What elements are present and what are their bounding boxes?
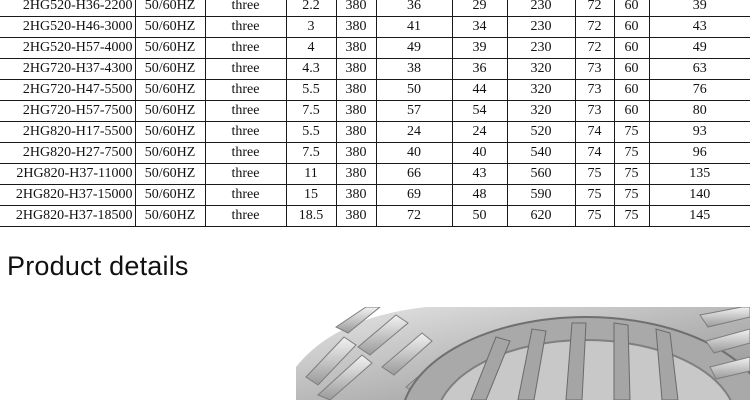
table-cell: 320 [507, 101, 575, 122]
table-row [0, 59, 750, 80]
table-cell: 73 [575, 101, 614, 122]
table-cell: 75 [614, 206, 649, 227]
table-cell: 145 [649, 206, 750, 227]
table-cell: 72 [575, 0, 614, 17]
table-cell: three [205, 0, 286, 17]
table-cell: 73 [575, 59, 614, 80]
table-cell: three [205, 206, 286, 227]
table-cell: 66 [376, 164, 452, 185]
table-cell: 49 [376, 38, 452, 59]
table-cell: 2HG520-H46-3000 [0, 17, 135, 38]
table-cell: 380 [336, 59, 376, 80]
table-cell: 72 [376, 206, 452, 227]
table-cell: 75 [575, 164, 614, 185]
table-cell: 2HG820-H17-5500 [0, 122, 135, 143]
table-cell: 60 [614, 59, 649, 80]
table-cell: three [205, 122, 286, 143]
table-cell: 50/60HZ [135, 185, 205, 206]
table-cell: 69 [376, 185, 452, 206]
table-cell: 50/60HZ [135, 17, 205, 38]
table-cell: 520 [507, 122, 575, 143]
table-cell: 380 [336, 38, 376, 59]
table-cell: 590 [507, 185, 575, 206]
table-cell: 380 [336, 185, 376, 206]
product-photo [296, 307, 750, 400]
table-cell: 320 [507, 80, 575, 101]
table-cell: 43 [649, 17, 750, 38]
table-cell: 93 [649, 122, 750, 143]
table-cell: 15 [286, 185, 336, 206]
table-row [0, 17, 750, 38]
table-cell: 7.5 [286, 101, 336, 122]
table-cell: 24 [452, 122, 507, 143]
table-cell: 2HG520-H36-2200 [0, 0, 135, 17]
table-cell: 320 [507, 59, 575, 80]
table-cell: 4 [286, 38, 336, 59]
table-cell: 36 [376, 0, 452, 17]
table-cell: 11 [286, 164, 336, 185]
table-cell: 380 [336, 17, 376, 38]
table-cell: 50/60HZ [135, 122, 205, 143]
table-row [0, 143, 750, 164]
table-cell: 4.3 [286, 59, 336, 80]
table-cell: 24 [376, 122, 452, 143]
table-cell: three [205, 143, 286, 164]
table-cell: 2.2 [286, 0, 336, 17]
table-cell: 75 [614, 122, 649, 143]
table-cell: 2HG720-H47-5500 [0, 80, 135, 101]
table-cell: 72 [575, 38, 614, 59]
table-cell: 380 [336, 206, 376, 227]
table-cell: 43 [452, 164, 507, 185]
table-cell: 5.5 [286, 122, 336, 143]
table-cell: three [205, 17, 286, 38]
table-cell: 76 [649, 80, 750, 101]
table-cell: 80 [649, 101, 750, 122]
table-cell: 380 [336, 164, 376, 185]
table-cell: 2HG520-H57-4000 [0, 38, 135, 59]
table-cell: 41 [376, 17, 452, 38]
table-cell: 74 [575, 143, 614, 164]
table-cell: 50/60HZ [135, 101, 205, 122]
table-cell: 2HG720-H37-4300 [0, 59, 135, 80]
table-cell: three [205, 185, 286, 206]
table-cell: 36 [452, 59, 507, 80]
table-cell: 29 [452, 0, 507, 17]
table-cell: 230 [507, 0, 575, 17]
table-cell: 54 [452, 101, 507, 122]
table-row [0, 38, 750, 59]
table-cell: 50/60HZ [135, 38, 205, 59]
table-cell: 50/60HZ [135, 80, 205, 101]
table-cell: 57 [376, 101, 452, 122]
table-cell: 50/60HZ [135, 164, 205, 185]
table-cell: 38 [376, 59, 452, 80]
table-cell: 75 [575, 206, 614, 227]
table-cell: 540 [507, 143, 575, 164]
table-cell: 18.5 [286, 206, 336, 227]
table-cell: 39 [452, 38, 507, 59]
table-cell: 230 [507, 17, 575, 38]
table-cell: 60 [614, 80, 649, 101]
table-cell: 75 [575, 185, 614, 206]
table-cell: 2HG820-H37-18500 [0, 206, 135, 227]
table-row [0, 101, 750, 122]
table-cell: three [205, 80, 286, 101]
table-cell: 230 [507, 38, 575, 59]
table-cell: 96 [649, 143, 750, 164]
table-cell: 2HG820-H37-15000 [0, 185, 135, 206]
table-cell: 50 [452, 206, 507, 227]
table-cell: 135 [649, 164, 750, 185]
table-cell: 2HG720-H57-7500 [0, 101, 135, 122]
table-cell: 63 [649, 59, 750, 80]
table-cell: 3 [286, 17, 336, 38]
table-cell: 48 [452, 185, 507, 206]
table-cell: 7.5 [286, 143, 336, 164]
table-cell: 50 [376, 80, 452, 101]
product-details-heading: Product details [7, 251, 189, 281]
table-cell: 44 [452, 80, 507, 101]
table-cell: 74 [575, 122, 614, 143]
table-cell: 60 [614, 17, 649, 38]
table-cell: 73 [575, 80, 614, 101]
table-cell: 50/60HZ [135, 143, 205, 164]
table-cell: 34 [452, 17, 507, 38]
table-cell: 50/60HZ [135, 59, 205, 80]
table-cell: 2HG820-H37-11000 [0, 164, 135, 185]
table-cell: 49 [649, 38, 750, 59]
table-cell: 60 [614, 38, 649, 59]
table-cell: three [205, 164, 286, 185]
table-cell: 620 [507, 206, 575, 227]
table-cell: three [205, 38, 286, 59]
table-cell: 50/60HZ [135, 206, 205, 227]
table-cell: 60 [614, 0, 649, 17]
table-cell: 75 [614, 164, 649, 185]
table-cell: 560 [507, 164, 575, 185]
table-cell: 380 [336, 0, 376, 17]
table-cell: 40 [452, 143, 507, 164]
table-row [0, 80, 750, 101]
table-cell: 75 [614, 185, 649, 206]
table-cell: 72 [575, 17, 614, 38]
table-cell: 60 [614, 101, 649, 122]
table-row [0, 0, 750, 17]
table-row [0, 185, 750, 206]
table-row [0, 206, 750, 227]
table-row [0, 122, 750, 143]
table-cell: 380 [336, 101, 376, 122]
table-cell: 5.5 [286, 80, 336, 101]
table-cell: 75 [614, 143, 649, 164]
table-cell: 380 [336, 143, 376, 164]
table-row [0, 164, 750, 185]
table-cell: 380 [336, 122, 376, 143]
table-cell: 50/60HZ [135, 0, 205, 17]
table-cell: three [205, 59, 286, 80]
blower-housing-fins-icon [296, 307, 750, 400]
table-cell: 380 [336, 80, 376, 101]
table-cell: 140 [649, 185, 750, 206]
table-cell: 39 [649, 0, 750, 17]
table-cell: 40 [376, 143, 452, 164]
table-cell: three [205, 101, 286, 122]
table-cell: 2HG820-H27-7500 [0, 143, 135, 164]
